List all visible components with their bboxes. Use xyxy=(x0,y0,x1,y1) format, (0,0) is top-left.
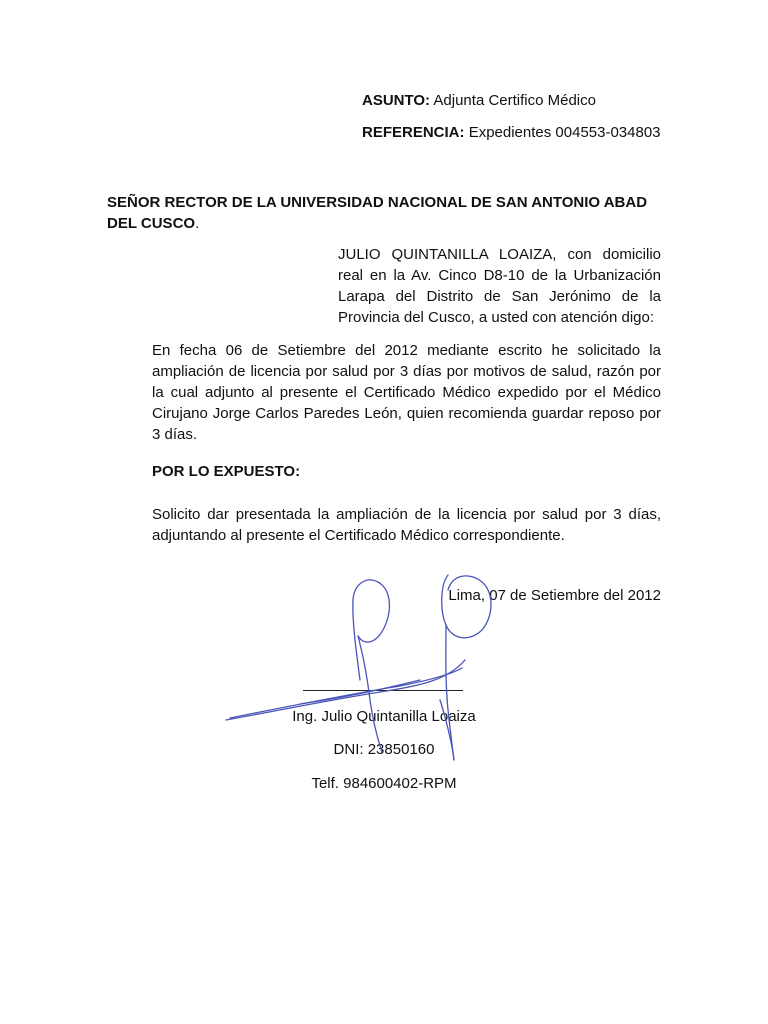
subject-value: Adjunta Certifico Médico xyxy=(433,92,596,109)
reference-line xyxy=(362,124,661,142)
reference-value: Expedientes 004553-034803 xyxy=(468,124,661,141)
signer-phone: Telf. 984600402-RPM xyxy=(311,775,457,792)
reference-label: REFERENCIA: xyxy=(362,124,465,141)
subject-line xyxy=(362,92,596,110)
sender-line: JULIO QUINTANILLA LOAIZA, con domicilio xyxy=(338,246,661,263)
request-line: adjuntando al presente el Certificado Médico correspondiente. xyxy=(152,527,565,544)
addressee-line-2: DEL CUSCO. xyxy=(107,215,200,232)
sender-paragraph xyxy=(338,244,661,328)
request-paragraph xyxy=(152,504,661,546)
body-line: En fecha 06 de Setiembre del 2012 mediante escrito he solicitado la xyxy=(152,342,661,359)
sender-line: real en la Av. Cinco D8-10 de la Urbanización xyxy=(338,267,661,284)
sender-line: Provincia del Cusco, a usted con atención digo: xyxy=(338,309,655,326)
sender-line: Larapa del Distrito de San Jerónimo de la xyxy=(338,288,661,305)
request-line: Solicito dar presentada la ampliación de la licencia por salud por 3 días, xyxy=(152,506,661,523)
addressee-line-1: SEÑOR RECTOR DE LA UNIVERSIDAD NACIONAL DE SAN ANTONIO ABAD xyxy=(107,194,648,211)
body-line: Cirujano Jorge Carlos Paredes León, quien recomienda guardar reposo por xyxy=(152,405,661,422)
place-date: Lima, 07 de Setiembre del 2012 xyxy=(448,587,661,604)
subject-label: ASUNTO: xyxy=(362,92,431,109)
body-paragraph xyxy=(152,340,661,445)
signer-dni: DNI: 23850160 xyxy=(333,741,435,758)
section-heading: POR LO EXPUESTO: xyxy=(152,463,301,480)
body-line: ampliación de licencia por salud por 3 días por motivos de salud, razón por xyxy=(152,363,661,380)
signer-name: Ing. Julio Quintanilla Loaiza xyxy=(292,708,476,725)
addressee xyxy=(107,192,655,234)
body-line: 3 días. xyxy=(152,426,198,443)
body-line: la cual adjunto al presente el Certificado Médico expedido por el Médico xyxy=(152,384,661,401)
signature-line xyxy=(303,690,463,691)
